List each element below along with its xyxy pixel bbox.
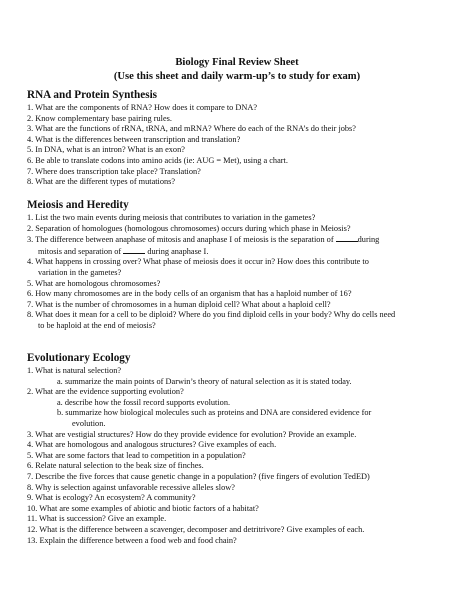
- section-meiosis-heredity: [27, 199, 467, 332]
- sub-item: a. summarize the main points of Darwin’s theory of natural selection as it is stated today.: [57, 376, 352, 386]
- section-heading: Meiosis and Heredity: [27, 199, 129, 211]
- page-subtitle: (Use this sheet and daily warm-up’s to study for exam): [113, 71, 361, 82]
- sub-item: b. summarize how biological molecules such as proteins and DNA are considered evidence for: [57, 408, 372, 418]
- list-item: 7. Describe the five forces that cause genetic change in a population? (five fingers of evolution TedED): [27, 471, 370, 481]
- list-item: 6. Be able to translate codons into amino acids (ie: AUG = Met), using a chart.: [27, 155, 288, 165]
- list-item: [27, 234, 467, 246]
- list-item: 8. What does it mean for a cell to be diploid? Where do you find diploid cells in your body? Why do cells need: [27, 310, 396, 320]
- list-item: 8. Why is selection against unfavorable recessive alleles slow?: [27, 482, 235, 492]
- list-item: 4. What is the differences between transcription and translation?: [27, 134, 241, 144]
- item-text: mitosis and separation of: [38, 246, 122, 256]
- page-title: Biology Final Review Sheet: [175, 57, 299, 68]
- list-item-continuation: variation in the gametes?: [38, 267, 122, 277]
- list-item: 6. How many chromosomes are in the body cells of an organism that has a haploid number of 16?: [27, 289, 352, 299]
- list-item: 7. What is the number of chromosomes in a human diploid cell? What about a haploid cell?: [27, 299, 331, 309]
- list-item: 2. Know complementary base pairing rules.: [27, 113, 172, 123]
- list-item-continuation: [27, 246, 467, 258]
- list-item: 13. Explain the difference between a food web and food chain?: [27, 535, 237, 545]
- item-text: during anaphase I.: [147, 246, 209, 256]
- fill-in-blank: [123, 246, 145, 254]
- list-item: 1. What are the components of RNA? How does it compare to DNA?: [27, 103, 258, 112]
- list-item: 9. What is ecology? An ecosystem? A community?: [27, 493, 196, 503]
- list-item: 1. List the two main events during meiosis that contributes to variation in the gametes?: [27, 213, 316, 222]
- list-item: 6. Relate natural selection to the beak size of finches.: [27, 461, 204, 471]
- fill-in-blank: [336, 234, 358, 242]
- section-heading: Evolutionary Ecology: [27, 352, 131, 364]
- list-item: 7. Where does transcription take place? Translation?: [27, 166, 201, 176]
- list-item: 4. What are homologous and analogous structures? Give examples of each.: [27, 440, 277, 450]
- list-item: 8. What are the different types of mutations?: [27, 177, 176, 187]
- list-item: 4. What happens in crossing over? What phase of meiosis does it occur in? How does this contribute to: [27, 257, 369, 267]
- list-item: 2. What are the evidence supporting evolution?: [27, 387, 184, 397]
- list-item: 10. What are some examples of abiotic and biotic factors of a habitat?: [27, 503, 259, 513]
- list-item: 5. In DNA, what is an intron? What is an exon?: [27, 145, 185, 155]
- section-heading: RNA and Protein Synthesis: [27, 89, 158, 101]
- section-evolutionary-ecology: [27, 352, 467, 546]
- sub-item: a. describe how the fossil record supports evolution.: [57, 397, 231, 407]
- list-item: 5. What are some factors that lead to competition in a population?: [27, 450, 246, 460]
- item-text: during: [357, 235, 380, 245]
- list-item: 12. What is the difference between a scavenger, decomposer and detritrivore? Give examples of each.: [27, 524, 365, 534]
- list-item: 2. Separation of homologues (homologous chromosomes) occurs during which phase in Meiosis?: [27, 223, 351, 233]
- item-text: 3. The difference between anaphase of mitosis and anaphase I of meiosis is the separation of: [27, 235, 334, 245]
- sub-item-continuation: evolution.: [72, 418, 106, 428]
- list-item: 3. What are the functions of rRNA, tRNA, and mRNA? Where do each of the RNA’s do their jobs?: [27, 124, 356, 134]
- list-item: 3. What are vestigial structures? How do they provide evidence for evolution? Provide an example.: [27, 429, 357, 439]
- section-rna-protein-synthesis: [27, 89, 467, 188]
- list-item: 1. What is natural selection?: [27, 366, 122, 375]
- list-item: 11. What is succession? Give an example.: [27, 514, 167, 524]
- list-item: 5. What are homologous chromosomes?: [27, 278, 161, 288]
- list-item-continuation: to be haploid at the end of meiosis?: [38, 320, 156, 330]
- title-block: [0, 56, 474, 84]
